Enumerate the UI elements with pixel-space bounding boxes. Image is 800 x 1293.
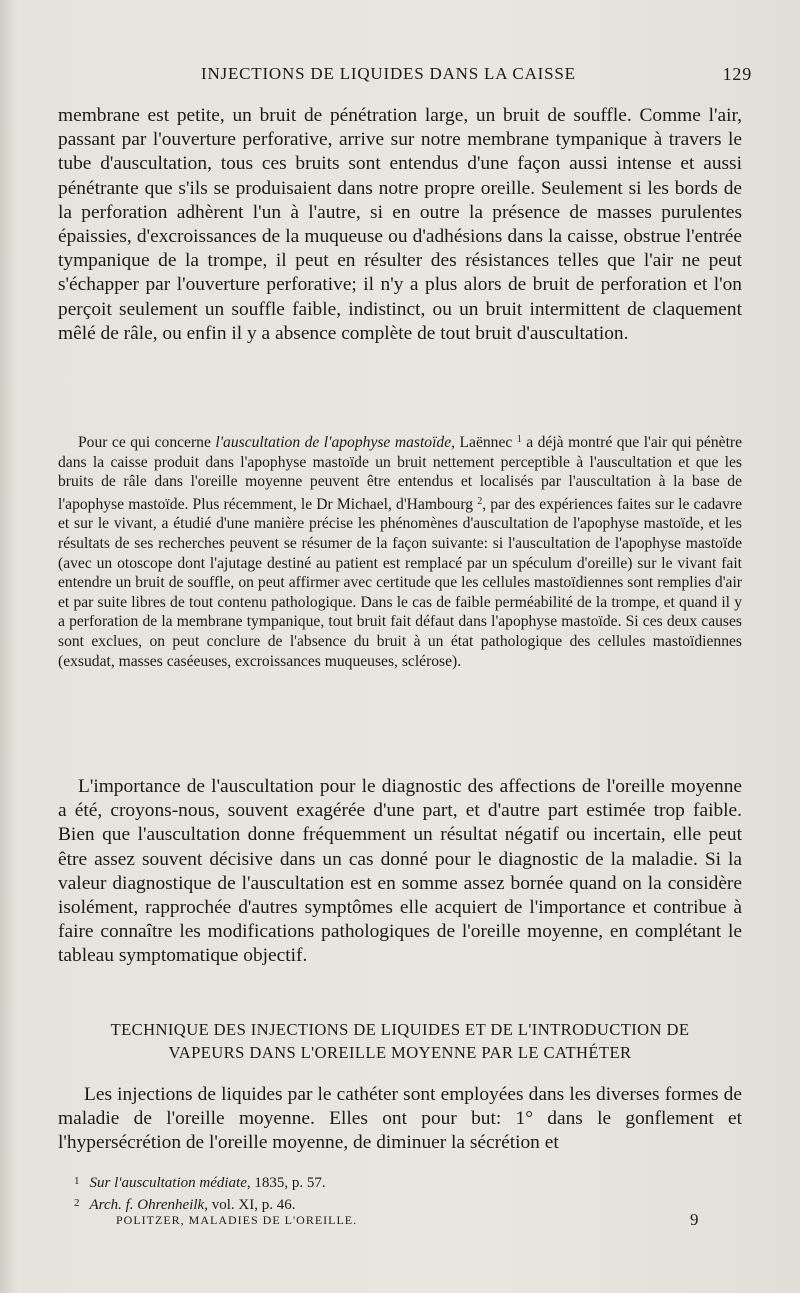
- footnote-2-rest: , vol. XI, p. 46.: [204, 1197, 296, 1213]
- footnote-ref-2: 2: [477, 495, 483, 507]
- page-number: 129: [722, 64, 752, 84]
- small-print-paragraph: [58, 430, 742, 671]
- running-head-title: INJECTIONS DE LIQUIDES DANS LA CAISSE: [201, 64, 576, 83]
- paragraph-3: [58, 1083, 742, 1156]
- footnotes: [74, 1171, 734, 1215]
- footnote-2-italic: Arch. f. Ohrenheilk: [89, 1197, 205, 1213]
- signature-number: 9: [690, 1210, 699, 1229]
- small-print-text: [58, 430, 742, 671]
- paragraph-2: [58, 775, 742, 969]
- section-heading-line-2: VAPEURS DANS L'OREILLE MOYENNE PAR LE CATHÉTER: [168, 1043, 632, 1062]
- paragraph-3-text: Les injections de liquides par le cathéter sont employées dans les diverses formes de maladie de l'oreille moyenne. Elles ont pour but: 1° dans le gonflement et l'hypersécrétion de l'oreille moyenne, de diminuer la sécrétion et: [58, 1084, 742, 1154]
- printer-signature: POLITZER, MALADIES DE L'OREILLE.: [116, 1213, 358, 1227]
- running-head: [58, 64, 752, 92]
- small-rest: , par des expériences faites sur le cadavre et sur le vivant, a étudié d'une manière précise les phénomènes d'auscultation de l'apophyse mastoïde, et les résultats de ses recherches peuvent se résumer de la façon suivante: si l'auscultation de l'apophyse mastoïde (avec un otoscope dont l'ajutage destiné au patient est remplacé par un spéculum d'oreille) sur le vivant fait entendre un bruit de souffle, on peut affirmer avec certitude que les cellules mastoïdiennes sont remplies d'air et par suite libres de tout contenu pathologique. Dans le cas de faible perméabilité de la trompe, et quand il y a perforation de la membrane tympanique, tout bruit fait défaut dans l'apophyse mastoïde. Si ces deux causes sont exclues, on peut conclure de l'absence du bruit à un état pathologique des cellules mastoïdiennes (exsudat, masses caséeuses, excroissances muqueuses, sclérose).: [58, 495, 743, 670]
- small-italic: l'auscultation de l'apophyse mastoïde: [215, 434, 452, 451]
- footnote-2: [74, 1193, 734, 1215]
- paragraph-1-text: membrane est petite, un bruit de pénétration large, un bruit de souffle. Comme l'air, passant par l'ouverture perforative, arrive sur notre membrane tympanique à travers le tube d'auscultation, tous ces bruits sont entendus d'une façon aussi intense et aussi pénétrante que s'ils se produisaient dans notre propre oreille. Seulement si les bords de la perforation adhèrent l'un à l'autre, si en outre la présence de masses purulentes épaissies, d'excroissances de la muqueuse ou d'adhésions dans la caisse, obstrue l'entrée tympanique de la trompe, il peut en résulter des résistances telles que l'air ne peut s'échapper par l'ouverture perforative; il n'y a plus alors de bruit de perforation et l'on perçoit seulement un souffle faible, indistinct, ou un bruit intermittent de claquement mêlé de râle, ou enfin il y a absence complète de tout bruit d'auscultation.: [58, 105, 742, 344]
- small-middle: a déjà montré que l'air qui pénètre dans la caisse produit dans l'apophyse mastoïde un bruit nettement perceptible à l'auscultation et que les bruits de râle dans l'oreille moyenne peuvent être entendus et localisés par l'auscultation à la base de l'apophyse mastoïde. Plus récemment, le Dr Michael, d'Hambourg: [58, 434, 743, 513]
- section-heading-line-1: TECHNIQUE DES INJECTIONS DE LIQUIDES ET DE L'INTRODUCTION DE: [110, 1020, 690, 1039]
- small-after-italic: , Laënnec: [451, 434, 517, 451]
- paragraph-2-text: L'importance de l'auscultation pour le diagnostic des affections de l'oreille moyenne a été, croyons-nous, souvent exagérée d'une part, et d'autre part estimée trop faible. Bien que l'auscultation donne fréquemment un résultat négatif ou incertain, elle peut être assez souvent décisive dans un cas donné pour le diagnostic de la maladie. Si la valeur diagnostique de l'auscultation est en somme assez bornée quand on la considère isolément, rapprochée d'autres symptômes elle acquiert de l'importance et contribue à faire connaître les modifications pathologiques de l'oreille moyenne, en complétant le tableau symptomatique objectif.: [58, 776, 742, 967]
- footnote-2-mark: 2: [74, 1197, 80, 1209]
- footnote-1-rest: , 1835, p. 57.: [246, 1175, 326, 1191]
- footnote-1-mark: 1: [74, 1175, 80, 1187]
- paragraph-1: [58, 104, 742, 346]
- footnote-1: [74, 1171, 734, 1193]
- footnote-ref-1: 1: [516, 434, 522, 445]
- small-lead: Pour ce qui concerne: [78, 434, 216, 451]
- section-heading: [58, 1018, 742, 1064]
- footnote-1-italic: Sur l'auscultation médiate: [89, 1175, 247, 1191]
